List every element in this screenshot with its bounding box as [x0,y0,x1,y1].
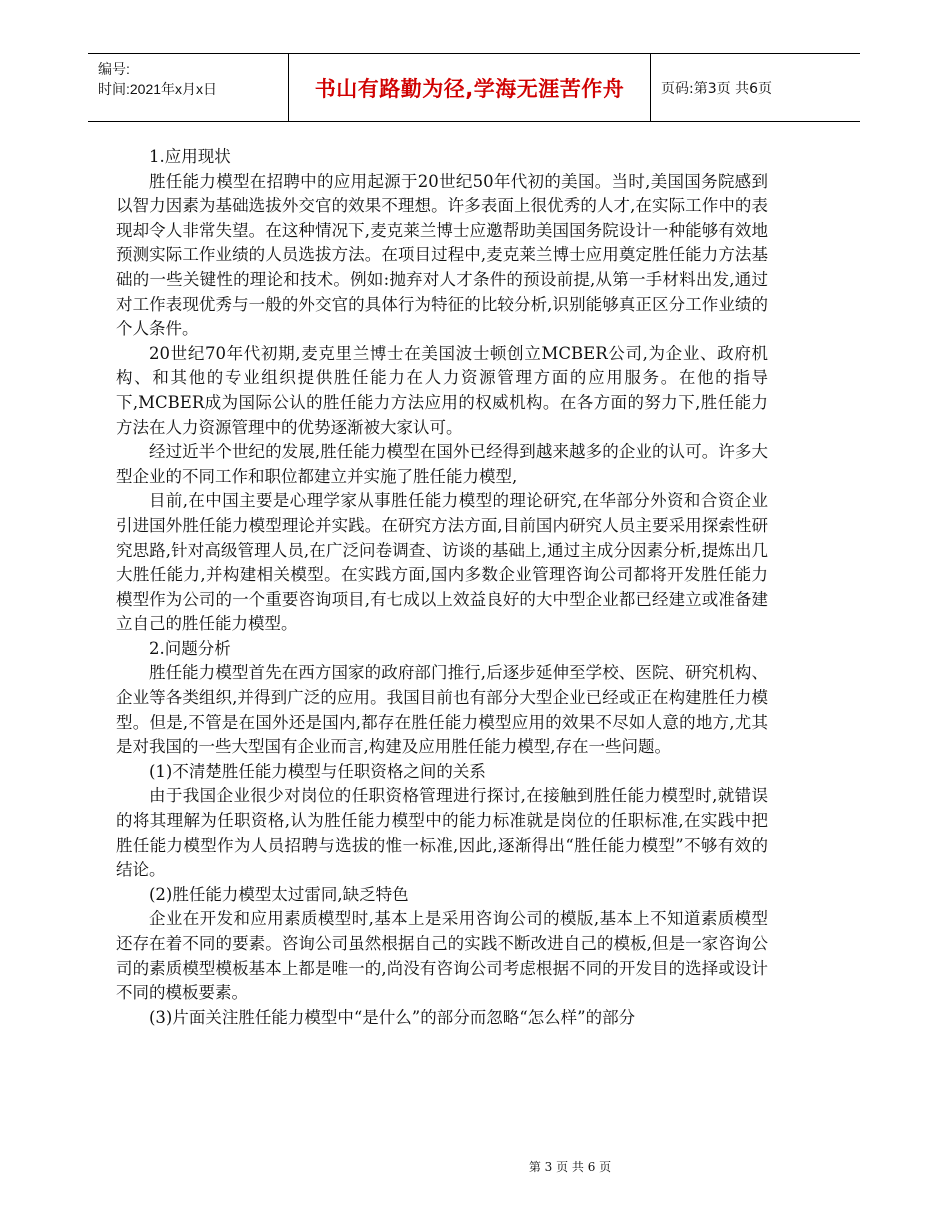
paragraph: 由于我国企业很少对岗位的任职资格管理进行探讨,在接触到胜任能力模型时,就错误的将其理解为任职资格,认为胜任能力模型中的能力标准就是岗位的任职标准,在实践中把胜任能力模型作为人员招聘与选拔的惟一标准,因此,逐渐得出“胜任能力模型”不够有效的结论。 [116,786,768,880]
header-meta [88,54,288,121]
footer-page-number: 第 3 页 共 6 页 [528,1160,612,1174]
subheading-1: (1)不清楚胜任能力模型与任职资格之间的关系 [149,761,486,781]
section-heading-application-status: 1.应用现状 [149,147,231,166]
paragraph: 企业在开发和应用素质模型时,基本上是采用咨询公司的模版,基本上不知道素质模型还存在着不同的要素。咨询公司虽然根据自己的实践不断改进自己的模板,但是一家咨询公司的素质模型模板基本上都是唯一的,尚没有咨询公司考虑根据不同的开发目的选择或设计不同的模板要素。 [116,909,768,1003]
page-header [88,53,860,122]
paragraph: 20世纪70年代初期,麦克里兰博士在美国波士顿创立MCBER公司,为企业、政府机构、和其他的专业组织提供胜任能力在人力资源管理方面的应用服务。在他的指导下,MCBER成为国际公认的胜任能力方法应用的权威机构。在各方面的努力下,胜任能力方法在人力资源管理中的优势逐渐被大家认可。 [116,343,768,437]
page-footer [0,1158,950,1175]
header-motto: 书山有路勤为径,学海无涯苦作舟 [288,54,651,121]
document-body [116,145,768,1030]
number-label: 编号: [98,61,130,77]
paragraph: 胜任能力模型在招聘中的应用起源于20世纪50年代初的美国。当时,美国国务院感到以智力因素为基础选拔外交官的效果不理想。许多表面上很优秀的人才,在实际工作中的表现却令人非常失望。在这种情况下,麦克莱兰博士应邀帮助美国国务院设计一种能够有效地预测实际工作业绩的人员选拔方法。在项目过程中,麦克莱兰博士应用奠定胜任能力方法基础的一些关键性的理论和技术。例如:抛弃对人才条件的预设前提,从第一手材料出发,通过对工作表现优秀与一般的外交官的具体行为特征的比较分析,识别能够真正区分工作业绩的个人条件。 [116,171,768,339]
paragraph: 胜任能力模型首先在西方国家的政府部门推行,后逐步延伸至学校、医院、研究机构、企业等各类组织,并得到广泛的应用。我国目前也有部分大型企业已经或正在构建胜任力模型。但是,不管是在国外还是国内,都存在胜任能力模型应用的效果不尽如人意的地方,尤其是对我国的一些大型国有企业而言,构建及应用胜任能力模型,存在一些问题。 [116,663,768,757]
header-page-info: 页码:第3页 共6页 [661,80,772,97]
subheading-2: (2)胜任能力模型太过雷同,缺乏特色 [149,884,409,904]
section-heading-problem-analysis: 2.问题分析 [149,638,231,658]
paragraph: 目前,在中国主要是心理学家从事胜任能力模型的理论研究,在华部分外资和合资企业引进国外胜任能力模型理论并实践。在研究方法方面,目前国内研究人员主要采用探索性研究思路,针对高级管理人员,在广泛问卷调查、访谈的基础上,通过主成分因素分析,提炼出几大胜任能力,并构建相关模型。在实践方面,国内多数企业管理咨询公司都将开发胜任能力模型作为公司的一个重要咨询项目,有七成以上效益良好的大中型企业都已经建立或准备建立自己的胜任能力模型。 [116,491,768,634]
subheading-3: (3)片面关注胜任能力模型中“是什么”的部分而忽略“怎么样”的部分 [149,1007,636,1027]
paragraph: 经过近半个世纪的发展,胜任能力模型在国外已经得到越来越多的企业的认可。许多大型企业的不同工作和职位都建立并实施了胜任能力模型, [116,442,768,486]
time-label: 时间:2021年x月x日 [98,81,218,97]
